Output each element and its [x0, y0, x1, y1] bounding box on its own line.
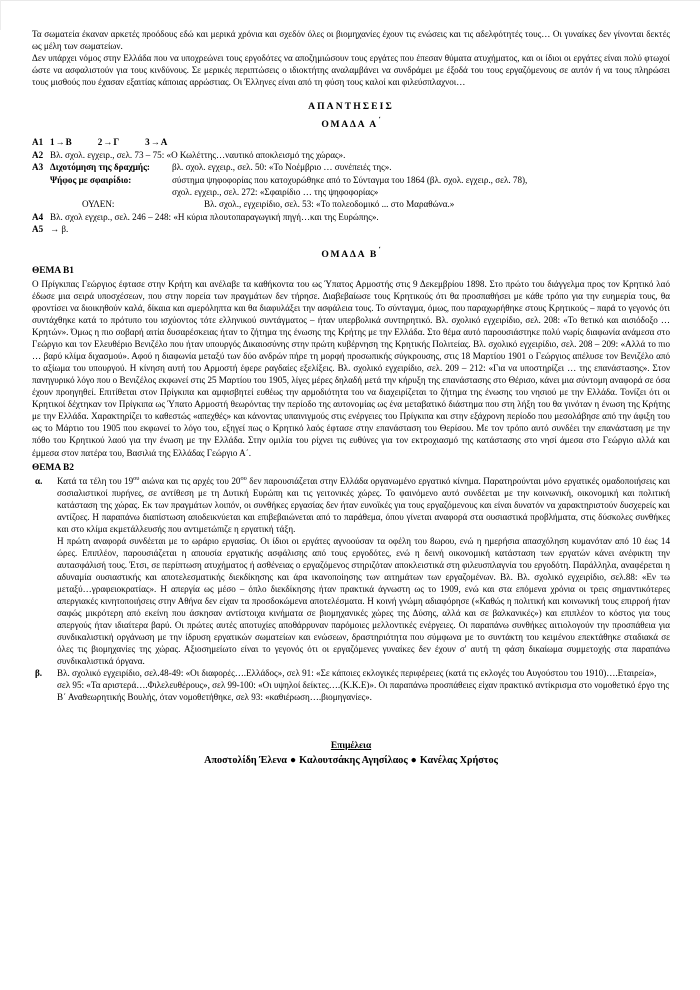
- theme-b2-body-alpha: [57, 475, 670, 668]
- footer-separator-2: ●: [410, 755, 417, 767]
- footer-separator-1: ●: [290, 755, 297, 767]
- group-a-prime: ΄: [377, 116, 381, 126]
- theme-b2-body-beta: [57, 667, 670, 703]
- answer-body-a2: Βλ. σχολ. εγχειρ., σελ. 73 – 75: «Ο Κωλέττης…ναυτικό αποκλεισμό της χώρας».: [50, 149, 346, 160]
- answers-heading: ΑΠΑΝΤΗΣΕΙΣ: [308, 101, 394, 113]
- spacer: [32, 88, 670, 100]
- a3-item-2-row: [32, 174, 670, 186]
- a5-value: β.: [61, 224, 69, 235]
- theme-b2-title: ΘΕΜΑ Β2: [32, 462, 74, 473]
- footer-name-1: Αποστολίδη Έλενα: [204, 755, 287, 767]
- a1-pair-1-arrow: →: [55, 137, 65, 148]
- a1-pair-1-left: 1: [50, 137, 55, 148]
- answer-key-a4: A4: [32, 211, 44, 222]
- a3-item-2-value: σύστημα ψηφοφορίας που κατοχυρώθηκε από το Σύνταγμα του 1864 (βλ. σχολ. εγχειρ., σελ. 78),: [172, 174, 528, 185]
- theme-b2-alpha-paragraph-2: Η πρώτη αναφορά συνδέεται με το ωράριο εργασίας. Οι ίδιοι οι εργάτες αγνοούσαν τα οφέλη του 8ωρου, ενώ η ημερήσια απασχόληση κυμανόταν από 10 έως 14 ώρες. Επιπλέον, παρουσιάζεται η απουσία εργατικής ασφάλισης από τους εργοδότες, ενώ η δεινή οικονομική κατάσταση των εργατών κάνει ανέφικτη την αυτασφάλισή τους. Έτσι, σε περίπτωση ατυχήματος ή ασθένειας ο εργαζόμενος στηριζόταν αποκλειστικά στη φιλευσπλαγνία του εργοδότη. Παράλληλα, αναφέρεται η αδυναμία ουσιαστικής και αποτελεσματικής διεκδίκησης και άρα ικανοποίησης των αιτημάτων των εργαζομένων. Βλ. Βλ. σχολικό εγχειρίδιο, σελ.88: «Εν τω μεταξύ…γραφειοκρατίας». Η απεργία ως μέσο – όπλο διεκδίκησης ήταν πρακτικά άγνωστη ως το 1909, ενώ και στα επόμενα χρόνια οι τρεις σημαντικότερες απεργιακές κινητοποιήσεις στην Αθήνα δεν είχαν τα προσδοκώμενα αποτελέσματα. Η κοινή γνώμη αδιαφόρησε («Καθώς η πολιτική και κοινωνική τους επιρροή ήταν σαφώς μικρότερη από εκείνη που άσκησαν αντίστοιχα κινήματα σε βιομηχανικές χώρες της Δύσης, αλλά και σε βαλκανικές») και επιπλέον το κόστος για τους απεργούς ήταν ιδιαίτερα βαρύ. Οι πρώτες αυτές αποτυχίες αποθάρρυναν παρόμοιες μελλοντικές ενέργειες. Οι παραπάνω συνθήκες αιτιολογούν την προσπάθεια για συνδικαλιστική οργάνωση με την ίδρυση εργατικών σωματείων και ενώσεων, δραστηριότητα που σύμφωνα με το συντάκτη του κειμένου επεκτάθηκε σταδιακά σε όλες τις βιομηχανίες της χώρας. Αξιοσημείωτο είναι το γεγονός ότι οι εργαζόμενες γυναίκες δεν έχουν σ' αυτή τη φάση δικαίωμα συμμετοχής στα παραπάνω συνδικαλιστικά όργανα.: [57, 535, 670, 667]
- a3-item-1-value: βλ. σχολ. εγχειρ., σελ. 50: «Το Νοέμβριο … συνέπειές της».: [172, 162, 392, 173]
- footer: [32, 739, 670, 768]
- answer-body-a5: [50, 223, 670, 235]
- theme-b2-beta-paragraph-1: Βλ. σχολικό εγχειρίδιο, σελ.48-49: «Οι διαφορές….Ελλάδος», σελ 91: «Σε κάποιες εκλογικές περιφέρειες (κατά τις εκλογές του Αυγούστου του 1910)….Εταιρεία», σελ 95: «Τα αριστερά….Φιλελευθέρους», σελ 99-100: «Οι υψηλοί δείκτες….(Κ.Κ.Ε)». Οι παραπάνω προσπάθειες είχαν πρακτικό αντίκρισμα στο νομοθετικό έργο της Β΄ Αναθεωρητικής Βουλής, όταν νομοθετήθηκε, σελ 93: «καθιέρωση….βιομηγανίες».: [57, 668, 669, 703]
- answer-row-a3: [32, 161, 670, 173]
- theme-b1-title: ΘΕΜΑ Β1: [32, 265, 74, 276]
- a1-pair-2-left: 2: [97, 137, 103, 148]
- answer-row-a4: [32, 211, 670, 223]
- a3-item-2-continuation-row: [32, 186, 670, 198]
- a3-item-2-label: Ψήφος με σφαιρίδιο:: [50, 174, 132, 185]
- group-a-heading: [32, 114, 670, 132]
- a1-pair-3-right: Α: [160, 137, 168, 148]
- intro-paragraph-2: Δεν υπάρχει νόμος στην Ελλάδα που να υποχρεώνει τους εργοδότες να αποζημιώσουν τους εργάτες που έπεσαν θύματα ατυχήματος, και οι ίδιοι οι εργάτες είναι πολύ φτωχοί ώστε να ασφαλιστούν για τους κινδύνους. Σε μερικές περιπτώσεις ο ιδιοκτήτης αναλαμβάνει να συνδράμει με έξοδά του τους εργαζόμενους σε αυτόν ή να τους πληρώσει τους μισθούς που έχασαν εξαιτίας κάποιας αρρώστιας. Οι Έλληνες είναι από τη φύση τους καλοί και φιλεύσπλαχνοι…: [32, 53, 670, 88]
- answer-body-a1: [50, 136, 670, 148]
- a3-item-2-continuation: σχολ. εγχειρ., σελ. 272: «Σφαιρίδιο … της ψηφοφορίας»: [172, 187, 379, 198]
- a1-pair-2-arrow: →: [103, 137, 113, 148]
- theme-b2-alpha-paragraph-1: Κατά τα τέλη του $19^{o\upsilon}$ αιώνα και τις αρχές του $20^{o\upsilon}$ δεν παρουσιάζεται στην Ελλάδα οργανωμένο εργατικό κίνημα. Παρατηρούνται μόνο εργατικές ομαδοποιήσεις και σοσιαλιστικοί πυρήνες, σε αντίθεση με τη Δυτική Ευρώπη και τις γειτονικές χώρες. Το φαινόμενο αυτό συνδέεται με την κοινωνική, οικονομική και πολιτική κατάσταση της χώρας. Εκ των πραγμάτων λοιπόν, οι συνθήκες εργασίας δεν ήταν ευνοϊκές για τους εργαζόμενους και είναι δυνατόν να χαρακτηριστούν δυσχερείς και αντίζοες. Η παραπάνω διαπίστωση αποδεικνύεται και επιβεβαιώνεται από το παράθεμα, όπου γίνεται αναφορά στα ουσιαστικά προβλήματα, στις δύσκολες συνθήκες και στο κλίμα εκμετάλλευσής που αντιμετώπιζε η εργατική τάξη.: [57, 474, 671, 534]
- a1-pair-3-left: 3: [145, 137, 150, 148]
- footer-name-3: Κανέλας Χρήστος: [419, 755, 498, 767]
- answer-key-a3: A3: [32, 162, 44, 173]
- scan-edge-left: [0, 0, 1, 30]
- footer-names: [32, 753, 670, 768]
- a3-item-1-label: Διχοτόμηση της δραχμής:: [50, 162, 150, 173]
- intro-paragraph-1: Τα σωματεία έκαναν αρκετές προόδους εδώ και μερικά χρόνια και σχεδόν όλες οι βιομηχανίες έχουν τις ενώσεις και τις αδελφότητές τους… Οι γυναίκες δεν γίνονται δεκτές ως μέλη των σωματείων.: [32, 29, 670, 52]
- spacer: [32, 236, 670, 244]
- ordinal-suffix: ου: [133, 474, 140, 482]
- theme-b1-body: Ο Πρίγκιπας Γεώργιος έφτασε στην Κρήτη και ανέλαβε τα καθήκοντα του ως Ύπατος Αρμοστής στις 9 Δεκεμβρίου 1898. Στο πρώτο του διάγγελμα προς τον Κρητικό λαό έδωσε μια σειρά υποσχέσεων, που στην πορεία των πραγμάτων δεν τήρησε. Διαβεβαίωσε τους Κρητικούς ότι θα προσπαθήσει με κάθε τρόπο για την ευημερία τους, θα φροντίσει να διοικηθούν καλά, δίκαια και αμερόληπτα και θα διαφυλάξει την ασφάλεια τους. Το σύνταγμα, όμως, που παραχωρήθηκε στους Κρητικούς – παρά το γεγονός ότι συντάχθηκε κατά το πρότυπο του ισχύοντος τότε ελληνικού συντάγματος – ήταν υπερβολικά συντηρητικό. Βλ. σχολικό εγχειρίδιο, σελ. 208: «Το θετικό και αισιόδοξο … Κρητών». Όμως η πιο σοβαρή αιτία δυσαρέσκειας ήταν το ζήτημα της ένωσης της Κρήτης με την Ελλάδα. Στο θέμα αυτό παρουσιάστηκε πολύ νωρίς διαφωνία ανάμεσα στο Γεώργιο και τον Ελευθέριο Βενιζέλο που ήταν υπουργός Δικαιοσύνης στην πρώτη κυβέρνηση της Κρητικής Πολιτείας. Βλ. σχολικό εγχειρίδιο, σελ. 208 – 209: «Αλλά το πιο … βαρύ κλίμα διχασμού». Αφού η διαφωνία μεταξύ των δύο ανδρών πήρε τη μορφή προσωπικής σύγκρουσης, στις 18 Μαρτίου 1901 ο Γεώργιος απέλυσε τον Βενιζέλο από το αξίωμα του υπουργού. Η κίνηση αυτή του Αρμοστή έφερε ραγδαίες εξελίξεις. Βλ. σχολικό εγχειρίδιο, σελ. 209 – 212: «Για να υποστηρίζει … της επανάστασης». Στον πανηγυρικό λόγο που ο Βενιζέλος εκφωνεί στις 25 Μαρτίου του 1905, λίγες μέρες δηλαδή μετά την κήρυξη της επανάστασης στο Θέρισο, κάνει μια σύντομη αναφορά σε όσα έχουν προηγηθεί. Επιτίθεται στον Πρίγκιπα και αμφισβητεί ευθέως την αρμοδιότητα του να διαχειρίζεται το ζήτημα της ένωσης του νησιού με την Ελλάδα. Τονίζει ότι οι Κρητικοί δέχτηκαν τον Πρίγκιπα ως Ύπατο Αρμοστή θεωρόντας την περίοδο της αυτονομίας ως ένα μεταβατικό διάστημα που στη λήξη του θα γινόταν η ένωση της Κρήτης με την Ελλάδα. Χαρακτηρίζει το καθεστώς «απεχθές» και κάνοντας υπαινιγμούς στις ενέργειες του Πρίγκιπα και στην εξάχρονη περίοδο που μεσολάβησε από την άφιξη του ως το Μάρτιο του 1905 που εκφωνεί το λόγο του, εξηγεί πως ο Κρητικό λαός έφτασε στην επανάσταση του Θερίσου. Με τον τρόπο αυτό συνδέει την επανάσταση με την πόθο του Κρητικού λαού για την ένωση με την Ελλάδα. Στην ομιλία του ρίχνει τις ευθύνες για τον εκτροχιασμό της κατάστασης στο νησί άμεσα στο Γεώργιο αλλά και έμμεσα στον πατέρα του, Βασιλιά της Ελλάδας Γεώργιο Α΄.: [32, 278, 670, 458]
- a1-pair-1-right: Β: [65, 137, 72, 148]
- answer-body-a4: Βλ. σχολ εγχειρ., σελ. 246 – 248: «Η κύρια πλουτοπαραγωγική πηγή…και της Ευρώπης».: [50, 211, 379, 222]
- group-b-heading: [32, 244, 670, 262]
- theme-b2-item-beta: [32, 667, 670, 703]
- answer-key-a2: A2: [32, 149, 44, 160]
- a3-item-3-row: [32, 198, 670, 210]
- a3-item-3-value: Βλ. σχολ., εγχειρίδιο, σελ. 53: «Το πολεοδομικό ... στο Μαραθώνα.»: [204, 199, 455, 210]
- intro-excerpt: [32, 28, 670, 88]
- group-b-heading-text: ΟΜΑΔΑ Β: [321, 248, 378, 260]
- group-b-prime: ΄: [377, 245, 381, 255]
- group-a-heading-text: ΟΜΑΔΑ Α: [321, 119, 378, 131]
- spacer: [32, 186, 172, 198]
- scan-edge-top: [0, 0, 700, 1]
- answer-row-a1: [32, 136, 670, 148]
- ordinal-suffix: ου: [240, 474, 247, 482]
- footer-name-2: Καλουτσάκης Αγησίλαος: [299, 755, 408, 767]
- answer-row-a2: [32, 149, 670, 161]
- a1-pair-2-right: Γ: [113, 137, 120, 148]
- theme-b2-marker-beta: β.: [35, 668, 43, 679]
- theme-b2-item-alpha: [32, 475, 670, 668]
- answer-key-a5: A5: [32, 224, 44, 235]
- answer-row-a5: [32, 223, 670, 235]
- theme-b2-marker-alpha: α.: [35, 475, 43, 486]
- a1-pair-3-arrow: →: [150, 137, 160, 148]
- footer-title: Επιμέλεια: [330, 741, 372, 752]
- answer-key-a1: A1: [32, 137, 44, 148]
- a3-item-3-label: ΟΥΛΕΝ:: [82, 199, 115, 210]
- a5-arrow-icon: →: [50, 224, 60, 235]
